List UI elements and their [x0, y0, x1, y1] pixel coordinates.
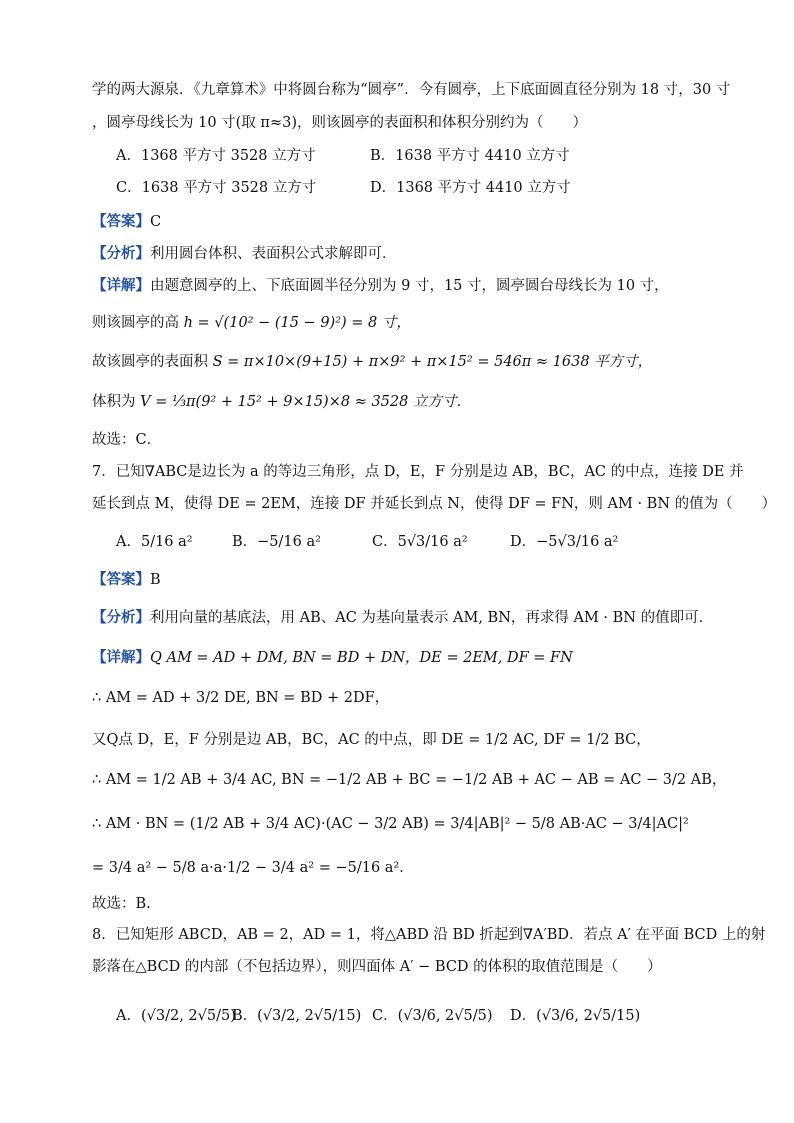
q6-height-formula: h = √(10² − (15 − 9)²) = 8 寸，: [183, 315, 411, 331]
q6-answer: C: [150, 214, 162, 230]
q6-detail-line4: [92, 392, 704, 412]
q7-answer-row: [92, 570, 704, 590]
q8-stem-line1: 8．已知矩形 ABCD，AB = 2，AD = 1，将△ABD 沿 BD 折起到∇A′BD．若点 A′ 在平面 BCD 上的射: [92, 927, 766, 943]
q6-answer-row: [92, 212, 704, 232]
q6-option-c: C．1638 平方寸 3528 立方寸: [116, 180, 317, 196]
q6-detail-line1: 由题意圆亭的上、下底面圆半径分别为 9 寸，15 寸，圆亭圆台母线长为 10 寸，: [150, 278, 669, 294]
q7-detail-line1: Q AM = AD + DM, BN = BD + DN，DE = 2EM, DF = FN: [150, 650, 573, 666]
q6-stem-line2: ，圆亭母线长为 10 寸(取 π≈3)，则该圆亭的表面积和体积分别约为（ ）: [92, 115, 587, 131]
q8-option-c: C．(√3/6, 2√5/5): [372, 1008, 493, 1024]
q7-conclusion: 故选：B.: [92, 896, 151, 912]
q7-detail-line3: 又Q点 D，E，F 分别是边 AB，BC，AC 的中点，即 DE = 1/2 AC, DF = 1/2 BC，: [92, 732, 651, 748]
q7-detail-line5: ∴ AM · BN = (1/2 AB + 3/4 AC)·(AC − 3/2 AB) = 3/4|AB|² − 5/8 AB·AC − 3/4|AC|²: [92, 816, 689, 832]
q6-detail-tag: 【详解】: [92, 277, 150, 294]
q7-answer-tag: 【答案】: [92, 571, 150, 588]
q7-analysis-row: [92, 608, 714, 628]
q6-option-b: B．1638 平方寸 4410 立方寸: [370, 148, 570, 164]
q7-detail-line4: ∴ AM = 1/2 AB + 3/4 AC, BN = −1/2 AB + BC = −1/2 AB + AC − AB = AC − 3/2 AB，: [92, 772, 727, 788]
q7-detail-line6: = 3/4 a² − 5/8 a·a·1/2 − 3/4 a² = −5/16 a²．: [92, 860, 414, 876]
q6-detail-line3: [92, 352, 704, 372]
q6-detail-line4-text: 体积为: [92, 394, 136, 410]
q6-volume-formula: V = ⅓π(9² + 15² + 9×15)×8 ≈ 3528 立方寸．: [140, 394, 471, 410]
q8-option-d: D．(√3/6, 2√5/15): [510, 1008, 641, 1024]
q7-option-a: A．5/16 a²: [116, 534, 193, 550]
q8-option-a: A．(√3/2, 2√5/5): [116, 1008, 236, 1024]
q6-analysis-tag: 【分析】: [92, 245, 150, 262]
q6-conclusion: 故选：C．: [92, 432, 162, 448]
q7-detail-line2: ∴ AM = AD + 3/2 DE, BN = BD + 2DF，: [92, 690, 390, 706]
q6-detail-row: [92, 276, 704, 296]
q6-surface-formula: S = π×10×(9+15) + π×9² + π×15² = 546π ≈ 1638 平方寸，: [212, 354, 653, 370]
q7-stem-line2: 延长到点 M，使得 DE = 2EM，连接 DF 并延长到点 N，使得 DF = FN，则 AM · BN 的值为（ ）: [92, 496, 777, 512]
q7-option-b: B．−5/16 a²: [232, 534, 321, 550]
q6-detail-line2: [92, 313, 704, 333]
q6-detail-line3-text: 故该圆亭的表面积: [92, 354, 208, 370]
q6-option-d: D．1368 平方寸 4410 立方寸: [370, 180, 571, 196]
q8-option-b: B．(√3/2, 2√5/15): [232, 1008, 362, 1024]
q6-answer-tag: 【答案】: [92, 213, 150, 230]
q6-stem-line1: 学的两大源泉．《九章算术》中将圆台称为“圆亭”．今有圆亭，上下底面圆直径分别为 18 寸，30 寸: [92, 82, 731, 98]
q7-detail-row: [92, 648, 704, 668]
q7-analysis-tag: 【分析】: [92, 609, 150, 626]
q8-stem-line2: 影落在△BCD 的内部（不包括边界），则四面体 A′ − BCD 的体积的取值范围是（ ）: [92, 959, 662, 975]
q7-detail-tag: 【详解】: [92, 649, 150, 666]
q6-option-a: A．1368 平方寸 3528 立方寸: [116, 148, 316, 164]
q6-analysis-row: [92, 244, 704, 264]
q7-option-c: C．5√3/16 a²: [372, 534, 468, 550]
q7-stem-line1: 7．已知∇ABC是边长为 a 的等边三角形，点 D，E，F 分别是边 AB，BC，AC 的中点，连接 DE 并: [92, 464, 744, 480]
q7-answer: B: [150, 572, 161, 588]
q6-analysis: 利用圆台体积、表面积公式求解即可．: [150, 246, 397, 262]
q7-option-d: D．−5√3/16 a²: [510, 534, 619, 550]
q7-analysis: 利用向量的基底法，用 AB、AC 为基向量表示 AM, BN，再求得 AM · BN 的值即可．: [150, 610, 714, 626]
q6-detail-line2-text: 则该圆亭的高: [92, 315, 179, 331]
